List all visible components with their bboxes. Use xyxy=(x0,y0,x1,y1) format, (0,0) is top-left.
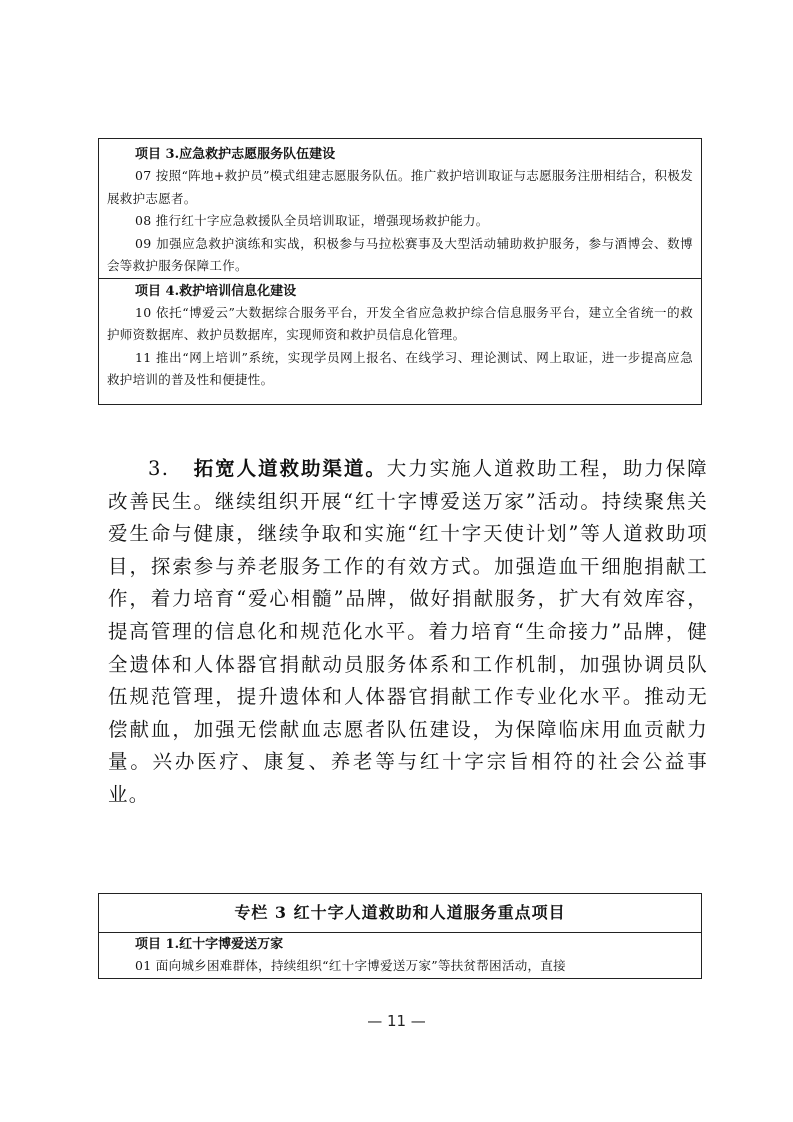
paragraph-body: 大力实施人道救助工程，助力保障改善民生。继续组织开展“红十字博爱送万家”活动。持续聚焦关爱生命与健康，继续争取和实施“红十字天使计划”等人道救助项目，探索参与养老服务工作的有效方式。加强造血干细胞捐献工作，着力培育“爱心相髓”品牌，做好捐献服务，扩大有效库容，提高管理的信息化和规范化水平。着力培育“生命接力”品牌，健全遗体和人体器官捐献动员服务体系和工作机制，加强协调员队伍规范管理，提升遗体和人体器官捐献工作专业化水平。推动无偿献血，加强无偿献血志愿者队伍建设，为保障临床用血贡献力量。兴办医疗、康复、养老等与红十字宗旨相符的社会公益事业。 xyxy=(108,457,708,806)
item-09: 09 加强应急救护演练和实战，积极参与马拉松赛事及大型活动辅助救护服务，参与酒博会、数博会等救护服务保障工作。 xyxy=(107,235,693,273)
column-box-projects-3-4 xyxy=(98,138,702,405)
project-1-section xyxy=(99,935,701,976)
column-3-title: 专栏 3 红十字人道救助和人道服务重点项目 xyxy=(99,894,701,933)
item-08: 08 推行红十字应急救援队全员培训取证，增强现场救护能力。 xyxy=(135,213,489,228)
item-07: 07 按照“阵地+救护员”模式组建志愿服务队伍。推广救护培训取证与志愿服务注册相结合，积极发展救护志愿者。 xyxy=(107,168,693,206)
project-3-title: 项目 3.应急救护志愿服务队伍建设 xyxy=(135,147,336,162)
page-number: — 11 — xyxy=(367,1012,426,1030)
body-paragraph-3 xyxy=(108,453,708,812)
project-1-title: 项目 1.红十字博爱送万家 xyxy=(135,937,284,952)
column-box-3 xyxy=(98,893,702,979)
item-10: 10 依托“博爱云”大数据综合服务平台，开发全省应急救护综合信息服务平台，建立全省统一的救护师资数据库、救护员数据库，实现师资和救护员信息化管理。 xyxy=(107,304,693,342)
project-4-title: 项目 4.救护培训信息化建设 xyxy=(135,283,297,299)
project-3-section xyxy=(99,145,701,278)
paragraph-number: 3. xyxy=(148,457,170,480)
paragraph-lead: 拓宽人道救助渠道。 xyxy=(193,457,387,480)
item-01: 01 面向城乡困难群体，持续组织“红十字博爱送万家”等扶贫帮困活动，直接 xyxy=(135,958,566,973)
project-4-section xyxy=(99,278,701,392)
item-11: 11 推出“网上培训”系统，实现学员网上报名、在线学习、理论测试、网上取证，进一步提高应急救护培训的普及性和便捷性。 xyxy=(107,349,693,387)
